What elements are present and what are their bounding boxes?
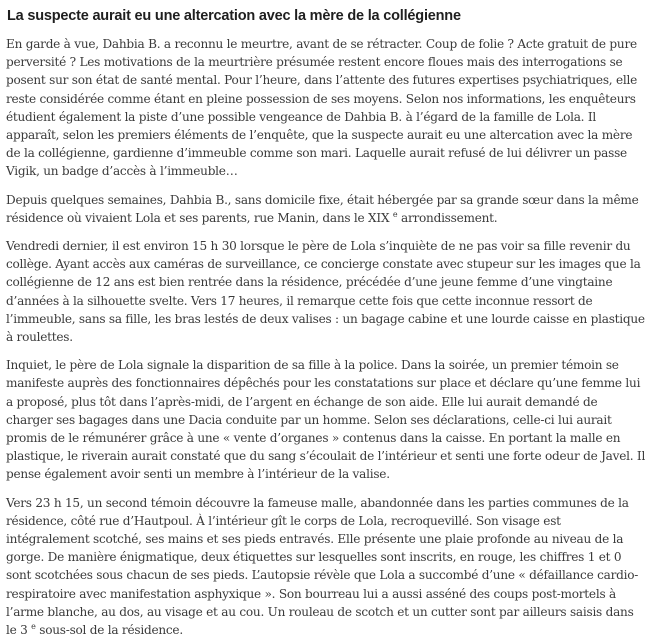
paragraph-2-text-end: arrondissement.: [397, 210, 498, 225]
article: [6, 4, 646, 639]
article-headline: La suspecte aurait eu une altercation avec la mère de la collégienne: [7, 8, 461, 24]
paragraph-5-text-end: sous-sol de la résidence.: [35, 623, 183, 638]
paragraph-2-text: Depuis quelques semaines, Dahbia B., sans domicile fixe, était hébergée par sa grande sœur dans la même résidence où vivaient Lola et ses parents, rue Manin, dans le XIX: [6, 192, 639, 225]
paragraph-5-text: Vers 23 h 15, un second témoin découvre la fameuse malle, abandonnée dans les parties communes de la résidence, côté rue d’Hautpoul. À l’intérieur gît le corps de Lola, recroquevillé. Son visage est intégralement scotché, ses mains et ses pieds entravés. Elle présente une plaie profonde au niveau de la gorge. De manière énigmatique, deux étiquettes sur lesquelles sont inscrits, en rouge, les chiffres 1 et 0 sont scotchées sous chacun de ses pieds. L’autopsie révèle que Lola a succombé d’une « défaillance cardio-respiratoire avec manifestation asphyxique ». Son bourreau lui a aussi asséné des coups post-mortels à l’arme blanche, au dos, au visage et au cou. Un rouleau de scotch et un cutter sont par ailleurs saisis dans le 3: [6, 495, 639, 638]
paragraph-5: [6, 494, 646, 639]
paragraph-1: En garde à vue, Dahbia B. a reconnu le meurtre, avant de se rétracter. Coup de folie ? Acte gratuit de pure perversité ? Les motivations de la meurtrière présumée restent encore floues mais des interrogations se posent sur son état de santé mental. Pour l’heure, dans l’attente des futures expertises psychiatriques, elle reste considérée comme étant en pleine possession de ses moyens. Selon nos informations, les enquêteurs étudient également la piste d’une possible vengeance de Dahbia B. à l’égard de la famille de Lola. Il apparaît, selon les premiers éléments de l’enquête, que la suspecte aurait eu une altercation avec la mère de la collégienne, gardienne d’immeuble comme son mari. Laquelle aurait refusé de lui délivrer un passe Vigik, un badge d’accès à l’immeuble…: [6, 37, 638, 179]
paragraph-3: Vendredi dernier, il est environ 15 h 30 lorsque le père de Lola s’inquiète de ne pas voir sa fille revenir du collège. Ayant accès aux caméras de surveillance, ce concierge constate avec stupeur sur les images que la collégienne de 12 ans est bien rentrée dans la résidence, précédée d’une jeune femme d’une vingtaine d’années à la silhouette svelte. Vers 17 heures, il remarque cette fois que cette inconnue ressort de l’immeuble, sans sa fille, les bras lestés de deux valises : un bagage cabine et une lourde caisse en plastique à roulettes.: [6, 239, 645, 345]
paragraph-2: [6, 191, 646, 227]
ordinal-suffix: e: [392, 209, 398, 219]
paragraph-4: Inquiet, le père de Lola signale la disparition de sa fille à la police. Dans la soirée, un premier témoin se manifeste auprès des fonctionnaires dépêchés pour les constatations sur place et déclare qu’une femme lui a proposé, plus tôt dans l’après-midi, de l’argent en échange de son aide. Elle lui aurait demandé de charger ses bagages dans une Dacia conduite par un homme. Selon ses déclarations, celle-ci lui aurait promis de le rémunérer grâce à une « vente d’organes » contenus dans la caisse. En portant la malle en plastique, le riverain aurait constaté que du sang s’écoulait de l’intérieur et senti une forte odeur de Javel. Il pense également avoir senti un membre à l’intérieur de la valise.: [6, 358, 646, 482]
ordinal-suffix: e: [31, 622, 36, 632]
